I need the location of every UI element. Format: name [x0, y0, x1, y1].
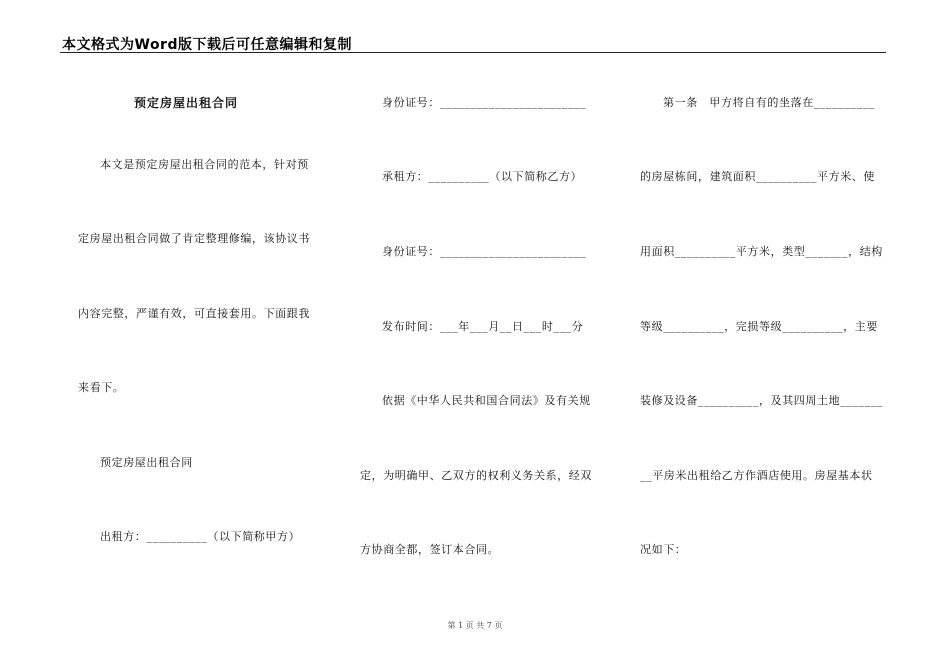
law-line-1: 依据《中华人民共和国合同法》及有关规 — [382, 394, 591, 407]
header-divider — [60, 52, 886, 53]
document-banner: 本文格式为Word版下载后可任意编辑和复制 — [62, 37, 352, 53]
article-1-line-3: 用面积__________平方米，类型_______，结构 — [640, 245, 883, 258]
intro-line-3: 内容完整，严谨有效，可直接套用。下面跟我 — [78, 307, 310, 320]
intro-line-2: 定房屋出租合同做了肯定整理修编，该协议书 — [78, 232, 310, 245]
lessor-line: 出租方：__________（以下简称甲方） — [100, 530, 301, 543]
law-line-3: 方协商全都，签订本合同。 — [360, 543, 500, 556]
contract-subtitle: 预定房屋出租合同 — [100, 456, 193, 469]
lessee-line: 承租方：__________（以下简称乙方） — [382, 170, 583, 183]
id-number-line-2: 身份证号：________________________ — [382, 245, 587, 258]
id-number-line-1: 身份证号：________________________ — [382, 96, 587, 109]
article-1-line-7: 况如下： — [640, 543, 687, 556]
article-1-line-5: 装修及设备__________，及其四周土地_______ — [640, 394, 883, 407]
page-number: 第 1 页 共 7 页 — [447, 621, 503, 630]
contract-title: 预定房屋出租合同 — [134, 96, 239, 110]
article-1-line-4: 等级__________，完损等级__________，主要 — [640, 320, 878, 333]
publish-time-line: 发布时间：___年___月__日___时___分 — [382, 320, 584, 333]
intro-line-1: 本文是预定房屋出租合同的范本，针对预 — [100, 158, 309, 171]
article-1-line-1: 第一条 甲方将自有的坐落在__________ — [663, 96, 875, 109]
intro-line-4: 来看下。 — [78, 381, 125, 394]
law-line-2: 定，为明确甲、乙双方的权利义务关系，经双 — [360, 469, 592, 482]
article-1-line-2: 的房屋栋间，建筑面积__________平方米、使 — [640, 170, 875, 183]
article-1-line-6: __平房米出租给乙方作酒店使用。房屋基本状 — [640, 469, 873, 482]
